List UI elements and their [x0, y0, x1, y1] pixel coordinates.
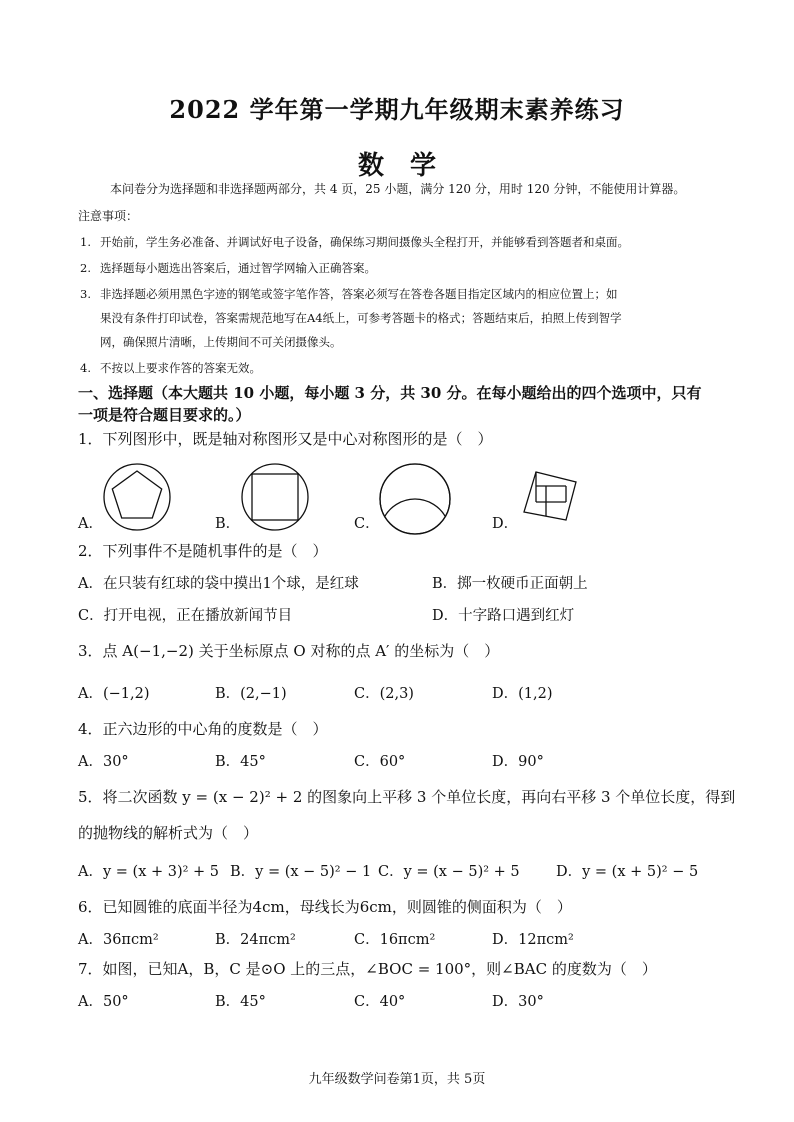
note-3 — [80, 286, 618, 302]
q2-option-a: A．在只装有红球的袋中摸出1个球，是红球 — [78, 576, 359, 592]
q7-option-c: C．40° — [354, 994, 406, 1010]
q1-figure-b — [240, 462, 310, 532]
q1-figure-c — [378, 462, 452, 536]
question-7-stem: 7．如图，已知A，B，C 是⊙O 上的三点，∠BOC = 100°，则∠BAC 的度数为（ ） — [78, 960, 657, 978]
q1-option-a: A． — [78, 516, 103, 532]
q2-option-c: C．打开电视，正在播放新闻节目 — [78, 608, 293, 624]
note-text: 非选择题必须用黑色字迹的钢笔或签字笔作答，答案必须写在答卷各题目指定区域内的相应位置上；如 — [100, 287, 618, 301]
q1-figure-d — [518, 464, 588, 534]
q5-option-a: A．y = (x + 3)² + 5 — [78, 864, 220, 880]
q3-option-d: D．(1,2) — [492, 686, 553, 702]
q3-option-b: B．(2,−1) — [215, 686, 287, 702]
section-heading-line1: 一、选择题（本大题共 10 小题，每小题 3 分，共 30 分。在每小题给出的四个选项中，只有 — [78, 384, 702, 402]
page-footer: 九年级数学问卷第1页，共 5页 — [308, 1072, 486, 1087]
question-5-stem-line2: 的抛物线的解析式为（ ） — [78, 824, 259, 842]
quadrilateral-shape — [524, 472, 576, 520]
q7-option-a: A．50° — [78, 994, 129, 1010]
section-heading-line2: 一项是符合题目要求的。） — [78, 406, 251, 424]
question-5-stem-line1: 5．将二次函数 y = (x − 2)² + 2 的图象向上平移 3 个单位长度，再向右平移 3 个单位长度，得到 — [78, 788, 736, 806]
square-shape — [252, 474, 298, 520]
note-text: 开始前，学生务必准备、并调试好电子设备，确保练习期间摄像头全程打开，并能够看到答题者和桌面。 — [100, 235, 629, 249]
q5-option-c: C．y = (x − 5)² + 5 — [378, 864, 520, 880]
q6-option-b: B．24πcm² — [215, 932, 296, 948]
q4-option-d: D．90° — [492, 754, 544, 770]
note-1 — [80, 234, 629, 250]
q6-option-a: A．36πcm² — [78, 932, 159, 948]
q3-option-a: A．(−1,2) — [78, 686, 150, 702]
q6-option-c: C．16πcm² — [354, 932, 436, 948]
note-number: 1. — [80, 235, 91, 249]
question-2-stem: 2．下列事件不是随机事件的是（ ） — [78, 542, 328, 560]
note-3-line3: 网，确保照片清晰，上传期间不可关闭摄像头。 — [100, 335, 342, 349]
q1-option-b: B． — [215, 516, 241, 532]
q7-option-d: D．30° — [492, 994, 544, 1010]
subject-title: 数学 — [357, 151, 462, 181]
note-number: 4. — [80, 361, 91, 375]
q5-option-d: D．y = (x + 5)² − 5 — [556, 864, 699, 880]
question-6-stem: 6．已知圆锥的底面半径为4cm，母线长为6cm，则圆锥的侧面积为（ ） — [78, 898, 572, 916]
note-4 — [80, 360, 261, 376]
q4-option-b: B．45° — [215, 754, 266, 770]
q6-option-d: D．12πcm² — [492, 932, 574, 948]
note-number: 2. — [80, 261, 91, 275]
q4-option-c: C．60° — [354, 754, 406, 770]
note-text: 不按以上要求作答的答案无效。 — [100, 361, 261, 375]
page-title: 2022 学年第一学期九年级期末素养练习 — [169, 95, 625, 124]
q2-option-b: B．掷一枚硬币正面朝上 — [432, 576, 588, 592]
q1-figure-a — [102, 462, 172, 532]
question-4-stem: 4．正六边形的中心角的度数是（ ） — [78, 720, 328, 738]
intro-text: 本问卷分为选择题和非选择题两部分，共 4 页，25 小题，满分 120 分，用时 120 分钟，不能使用计算器。 — [110, 182, 686, 196]
question-3-stem: 3．点 A(−1,−2) 关于坐标原点 O 对称的点 A′ 的坐标为（ ） — [78, 642, 500, 660]
q7-option-b: B．45° — [215, 994, 266, 1010]
q2-option-d: D．十字路口遇到红灯 — [432, 608, 575, 624]
q4-option-a: A．30° — [78, 754, 129, 770]
circle-shape — [104, 464, 170, 530]
q1-option-d: D． — [492, 516, 519, 532]
note-number: 3. — [80, 287, 91, 301]
note-2 — [80, 260, 376, 276]
notes-heading: 注意事项： — [78, 209, 139, 223]
arc-shape — [385, 499, 446, 516]
question-1-stem: 1．下列图形中，既是轴对称图形又是中心对称图形的是（ ） — [78, 430, 493, 448]
note-3-line2: 果没有条件打印试卷，答案需规范地写在A4纸上，可参考答题卡的格式；答题结束后，拍照上传到智学 — [100, 311, 622, 325]
q5-option-b: B．y = (x − 5)² − 1 — [230, 864, 372, 880]
pentagon-shape — [112, 471, 161, 518]
q3-option-c: C．(2,3) — [354, 686, 414, 702]
q1-option-c: C． — [354, 516, 380, 532]
note-text: 选择题每小题选出答案后，通过智学网输入正确答案。 — [100, 261, 376, 275]
